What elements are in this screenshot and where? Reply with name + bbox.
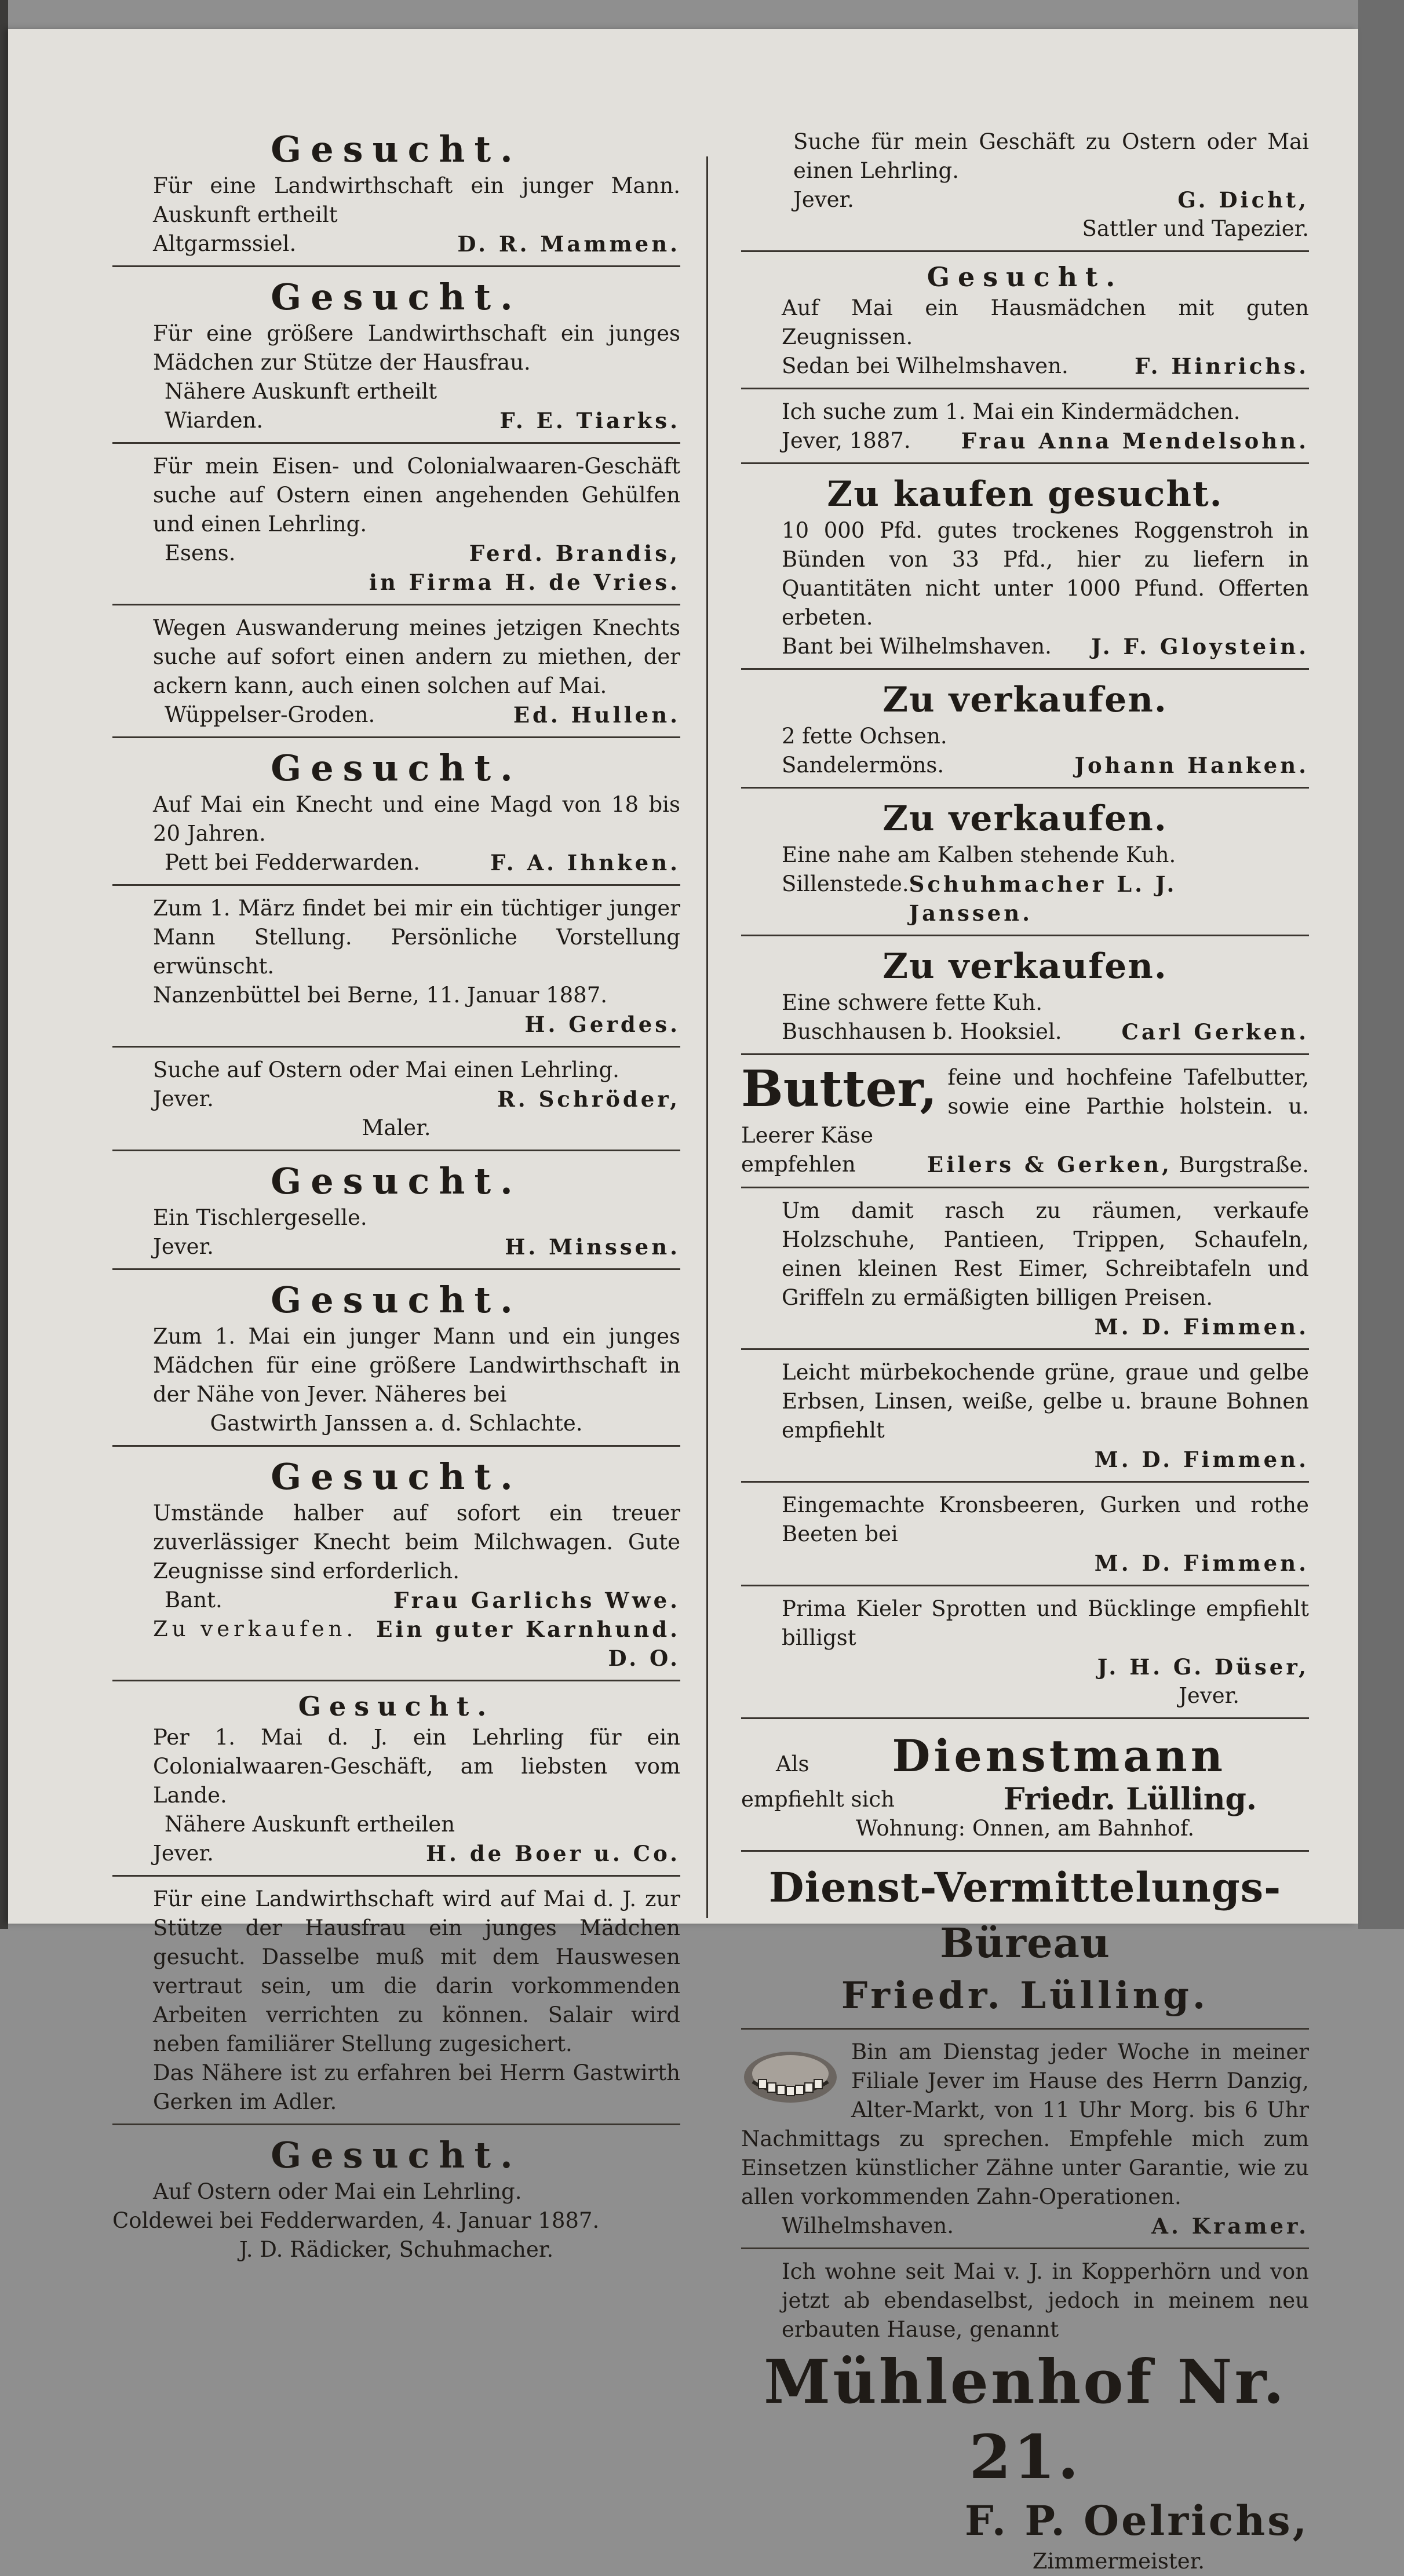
separator [112,1268,680,1270]
ad-text: Eine schwere fette Kuh. [782,990,1043,1015]
ad-heading: Gesucht. [298,1691,495,1722]
separator [112,1680,680,1681]
ad-heading: Gesucht. [271,1160,522,1202]
ad-signature: G. Dicht, [1177,187,1309,213]
separator [112,265,680,267]
ad-place: Buschhausen b. Hooksiel. [782,1019,1062,1044]
ad-signature: M. D. Fimmen. [1094,1314,1309,1340]
ad-place: Jever. [153,1086,214,1111]
separator [112,604,680,605]
ad-signature-2: Ein guter Karnhund. [376,1617,680,1642]
ad-signature-2: Burgstraße. [1179,1152,1309,1177]
ad-12 [112,1885,680,2117]
ad-r3 [741,397,1309,455]
ad-place: Esens. [165,541,236,565]
ad-1 [112,127,680,258]
separator [112,884,680,886]
ad-heading: Gesucht. [271,747,522,789]
ad-signature: F. A. Ihnken. [490,850,680,875]
ad-r4 [741,472,1309,661]
butter-title: Butter, [741,1063,938,1118]
ad-place: Jever. [793,187,854,212]
separator [112,1046,680,1048]
muehlenhof-title: Mühlenhof Nr. 21. [763,2346,1287,2493]
ad-signature: H. Gerdes. [524,1012,680,1037]
ad-signature: Carl Gerken. [1121,1019,1309,1045]
ad-heading: Gesucht. [271,1279,522,1321]
separator [112,2123,680,2125]
ad-place: Sillenstede. [782,871,909,896]
ad-text: Nanzenbüttel bei Berne, 11. Januar 1887. [153,983,608,1008]
separator [741,668,1309,670]
newspaper-page [8,29,1358,2574]
ad-10 [112,1455,680,1673]
ad-text: Für eine Landwirthschaft ein junger Mann. Auskunft ertheilt [153,173,680,227]
ad-text: Ein Tischlergeselle. [153,1205,367,1230]
separator [741,462,1309,464]
ad-text: Ich wohne seit Mai v. J. in Kopperhörn und von jetzt ab ebendaselbst, jedoch in meinem neu erbauten Hause, genannt [782,2259,1309,2342]
ad-heading: Zu verkaufen. [882,680,1168,720]
ad-text: Um damit rasch zu räumen, verkaufe Holzschuhe, Pantieen, Trippen, Schaufeln, einen kleinen Rest Eimer, Schreibtafeln und Griffeln zu ermäßigten billigen Preisen. [782,1198,1309,1310]
ad-signature-2: in Firma H. de Vries. [369,570,680,595]
separator [112,1875,680,1877]
bureau-title: Dienst-Vermittelungs-Büreau [768,1863,1282,1967]
separator [112,442,680,444]
ad-place: empfehlen [741,1152,856,1177]
ad-heading: Zu kaufen gesucht. [827,474,1223,515]
ad-r10 [741,1358,1309,1474]
ad-text: Nähere Auskunft ertheilt [165,379,437,404]
ad-signature: H. de Boer u. Co. [426,1841,680,1866]
bureau-subtitle: Friedr. Lülling. [841,1974,1209,2017]
left-column [112,127,680,2264]
ad-heading: Zu verkaufen. [882,798,1168,839]
ad-4 [112,614,680,729]
ad-place: Bant bei Wilhelmshaven. [782,634,1052,659]
ad-place: Altgarmssiel. [153,231,297,256]
ad-signature-2: Sattler und Tapezier. [1082,216,1309,241]
ad-text: Auf Mai ein Knecht und eine Magd von 18 bis 20 Jahren. [153,792,680,846]
ad-signature: A. Kramer. [1151,2213,1309,2239]
ad-place: Jever, 1887. [782,428,911,453]
ad-11 [112,1690,680,1868]
separator [112,1445,680,1447]
ad-text: Auf Mai ein Hausmädchen mit guten Zeugnissen. [782,295,1309,349]
ad-signature: J. H. G. Düser, [1097,1654,1309,1680]
ad-place: Wüppelser-Groden. [165,702,375,727]
ad-text: Für mein Eisen- und Colonialwaaren-Geschäft suche auf Ostern einen angehenden Gehülfen und einen Lehrling. [153,454,680,537]
ad-heading: Gesucht. [271,276,522,318]
ad-text: Per 1. Mai d. J. ein Lehrling für ein Colonialwaaren-Geschäft, am liebsten vom Lande. [153,1725,680,1808]
ad-text: Leicht mürbekochende grüne, graue und gelbe Erbsen, Linsen, weiße, gelbe u. braune Bohnen empfiehlt [782,1360,1309,1443]
ad-text: Für eine Landwirthschaft wird auf Mai d. J. zur Stütze der Hausfrau ein junges Mädchen gesucht. Dasselbe muß mit dem Hauswesen vertraut sein, um die darin vorkommenden Arbeiten verrichten zu können. Salair wird neben familiärer Stellung zugesichert. [153,1887,680,2056]
ad-place: Jever. [153,1234,214,1259]
ad-r8 [741,1063,1309,1180]
ad-place: Wiarden. [165,408,264,433]
ad-signature-2: Maler. [362,1115,431,1140]
ad-signature: R. Schröder, [497,1086,680,1112]
ad-text: Suche auf Ostern oder Mai einen Lehrling. [153,1057,619,1082]
ad-r15 [741,2038,1309,2241]
ad-place: Wilhelmshaven. [782,2213,954,2238]
ad-r14 [741,1860,1309,2021]
ad-r12 [741,1595,1309,1710]
ad-text: Eingemachte Kronsbeeren, Gurken und rothe Beeten bei [782,1493,1309,1546]
dienstmann-title: Dienstmann [892,1730,1226,1782]
book-gutter [0,0,8,1929]
ad-signature: D. R. Mammen. [457,231,680,257]
ad-place: Pett bei Fedderwarden. [165,850,420,875]
ad-heading: Gesucht. [271,1455,522,1498]
ad-signature: Frau Garlichs Wwe. [393,1588,680,1613]
ad-r16 [741,2257,1309,2576]
ad-r1 [741,127,1309,243]
ad-heading: Gesucht. [271,128,522,170]
ad-5 [112,746,680,877]
ad-2 [112,275,680,435]
ad-7 [112,1056,680,1143]
separator [741,935,1309,936]
ad-text: feine und hochfeine Tafelbutter, sowie eine Parthie holstein. u. Leerer Käse [741,1065,1309,1148]
separator [741,1053,1309,1055]
ad-signature: Eilers & Gerken, [927,1152,1172,1177]
ad-r6 [741,797,1309,928]
ad-signature: Ferd. Brandis, [469,541,680,566]
ad-text: Zum 1. Mai ein junger Mann und ein junges Mädchen für eine größere Landwirthschaft in der Nähe von Jever. Näheres bei [153,1324,680,1407]
ad-signature: Johann Hanken. [1074,753,1309,778]
ad-9 [112,1278,680,1438]
separator [741,250,1309,252]
ad-text: 10 000 Pfd. gutes trockenes Roggenstroh in Bünden von 33 Pfd., hier zu liefern in Quantitäten nicht unter 1000 Pfund. Offerten erbeten. [782,518,1309,630]
ad-r7 [741,944,1309,1046]
separator [741,388,1309,389]
ad-text: Eine nahe am Kalben stehende Kuh. [782,842,1176,867]
ad-signature: F. Hinrichs. [1135,353,1309,379]
ad-place: Jever. [153,1841,214,1866]
separator [741,1717,1309,1719]
ad-signature: J. F. Gloystein. [1091,634,1309,659]
denture-illustration [741,2041,840,2111]
ad-text: Auf Ostern oder Mai ein Lehrling. [153,2179,522,2204]
ad-signature: Schuhmacher L. J. Janssen. [909,871,1177,926]
ad-8 [112,1159,680,1261]
ad-pre: Als [776,1752,809,1776]
ad-place-2: Zu verkaufen. [153,1617,358,1641]
ad-signature: H. Minssen. [505,1234,680,1260]
scan-background [1358,0,1404,1929]
ad-text: Zum 1. März findet bei mir ein tüchtiger junger Mann Stellung. Persönliche Vorstellung erwünscht. [153,896,680,979]
ad-r2 [741,260,1309,381]
ad-text: Nähere Auskunft ertheilen [165,1812,455,1837]
ad-3 [112,452,680,597]
separator [741,1187,1309,1188]
ad-text: Ich suche zum 1. Mai ein Kindermädchen. [782,399,1241,424]
right-column [741,127,1309,2576]
ad-signature-2: Jever. [1179,1683,1239,1708]
separator [741,1585,1309,1586]
ad-signature: J. D. Rädicker, Schuhmacher. [239,2237,554,2262]
ad-place: empfiehlt sich [741,1787,895,1812]
ad-r9 [741,1196,1309,1341]
ad-signature: M. D. Fimmen. [1094,1447,1309,1472]
separator [112,1150,680,1151]
ad-r13 [741,1727,1309,1843]
ad-signature-3: D. O. [608,1645,680,1671]
ad-heading: Gesucht. [271,2134,522,2176]
ad-place: Bant. [165,1588,223,1612]
ad-text: Das Nähere ist zu erfahren bei Herrn Gastwirth Gerken im Adler. [153,2060,680,2114]
ad-13 [112,2133,680,2264]
separator [741,787,1309,789]
ad-signature: M. D. Fimmen. [1094,1550,1309,1576]
separator [741,1481,1309,1483]
ad-heading: Zu verkaufen. [882,946,1168,987]
ad-signature: Frau Anna Mendelsohn. [961,428,1309,454]
separator [741,2028,1309,2030]
ad-signature: Friedr. Lülling. [1003,1782,1257,1817]
ad-signature: F. P. Oelrichs, [964,2497,1309,2545]
ad-signature: F. E. Tiarks. [499,408,680,433]
ad-text: Prima Kieler Sprotten und Bücklinge empfiehlt billigst [782,1596,1309,1650]
separator [112,736,680,738]
separator [741,2247,1309,2249]
ad-place: Sedan bei Wilhelmshaven. [782,353,1069,378]
ad-place: Sandelermöns. [782,753,944,778]
ad-text: Bin am Dienstag jeder Woche in meiner Filiale Jever im Hause des Herrn Danzig, Alter-Markt, von 11 Uhr Morg. bis 6 Uhr Nachmittags zu sprechen. Empfehle mich zum Einsetzen künstlicher Zähne unter Garantie, wie zu allen vorkommenden Zahn-Operationen. [741,2039,1309,2209]
ad-r11 [741,1491,1309,1578]
ad-heading: Gesucht. [927,261,1124,293]
ad-address: Wohnung: Onnen, am Bahnhof. [855,1816,1195,1841]
ad-signature: Gastwirth Janssen a. d. Schlachte. [210,1411,583,1436]
ad-text: Coldewei bei Fedderwarden, 4. Januar 1887. [112,2208,600,2233]
ad-6 [112,894,680,1039]
ad-text: Suche für mein Geschäft zu Ostern oder Mai einen Lehrling. [793,129,1309,183]
ad-text: 2 fette Ochsen. [782,724,947,749]
ad-signature: Ed. Hullen. [513,702,680,728]
ad-text: Umstände halber auf sofort ein treuer zuverlässiger Knecht beim Milchwagen. Gute Zeugnisse sind erforderlich. [153,1501,680,1583]
ad-text: Wegen Auswanderung meines jetzigen Knechts suche auf sofort einen andern zu miethen, der ackern kann, auch einen solchen auf Mai. [153,615,680,698]
ad-r5 [741,678,1309,780]
separator [741,1348,1309,1350]
column-divider [706,156,708,1918]
separator [741,1850,1309,1852]
ad-text: Für eine größere Landwirthschaft ein junges Mädchen zur Stütze der Hausfrau. [153,321,680,375]
ad-signature-2: Zimmermeister. [1032,2549,1205,2574]
